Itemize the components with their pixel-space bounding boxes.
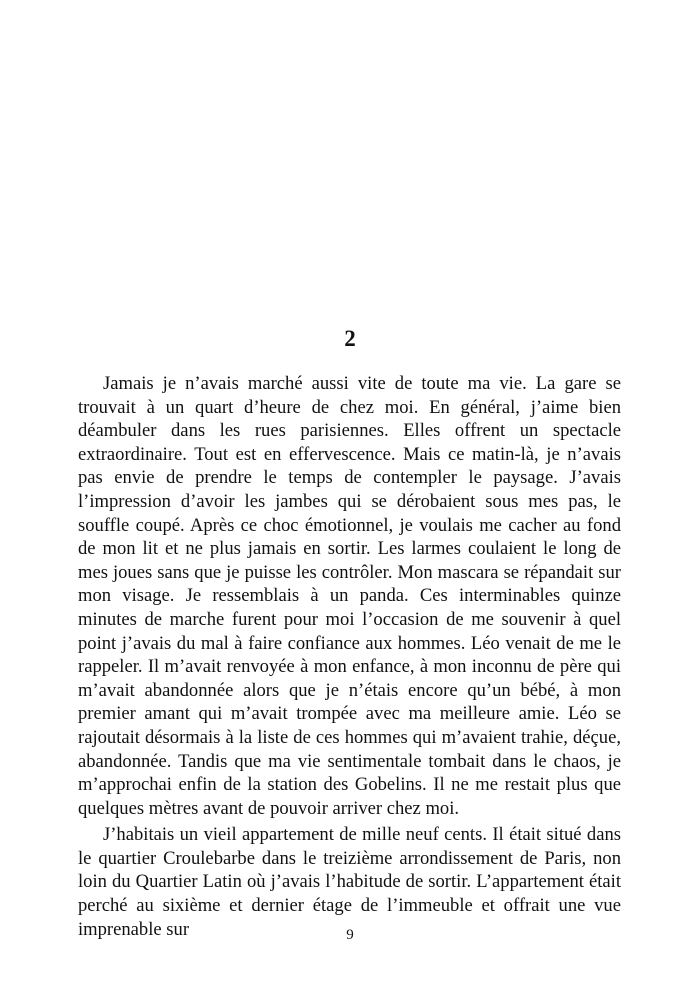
page-number: 9 <box>346 927 354 943</box>
paragraph: Jamais je n’avais marché aussi vite de toute ma vie. La gare se trouvait à un quart d’heure de chez moi. En général, j’aime bien déambuler dans les rues parisiennes. Elles offrent un spectacle extraordinaire. Tout est en effervescence. Mais ce matin-là, je n’avais pas envie de prendre le temps de contempler le paysage. J’avais l’impression d’avoir les jambes qui se dérobaient sous mes pas, le souffle coupé. Après ce choc émotionnel, je voulais me cacher au fond de mon lit et ne plus jamais en sortir. Les larmes coulaient le long de mes joues sans que je puisse les contrôler. Mon mascara se répandait sur mon visage. Je ressemblais à un panda. Ces interminables quinze minutes de marche furent pour moi l’occasion de me souvenir à quel point j’avais du mal à faire confiance aux hommes. Léo venait de me le rappeler. Il m’avait renvoyée à mon enfance, à mon inconnu de père qui m’avait abandonnée alors que je n’étais encore qu’un bébé, à mon premier amant qui m’avait trompée avec ma meilleure amie. Léo se rajoutait désormais à la liste de ces hommes qui m’avaient trahie, déçue, abandonnée. Tandis que ma vie sentimentale tombait dans le chaos, je m’approchai enfin de la station des Gobelins. Il ne me restait plus que quelques mètres avant de pouvoir arriver chez moi. <box>78 373 621 819</box>
paragraph: J’habitais un vieil appartement de mille neuf cents. Il était situé dans le quartier Croulebarbe dans le treizième arrondissement de Paris, non loin du Quartier Latin où j’avais l’habitude de sortir. L’appartement était perché au sixième et dernier étage de l’immeuble et offrait une vue imprenable sur <box>78 824 621 940</box>
chapter-number: 2 <box>344 326 356 351</box>
body-text <box>78 372 621 944</box>
